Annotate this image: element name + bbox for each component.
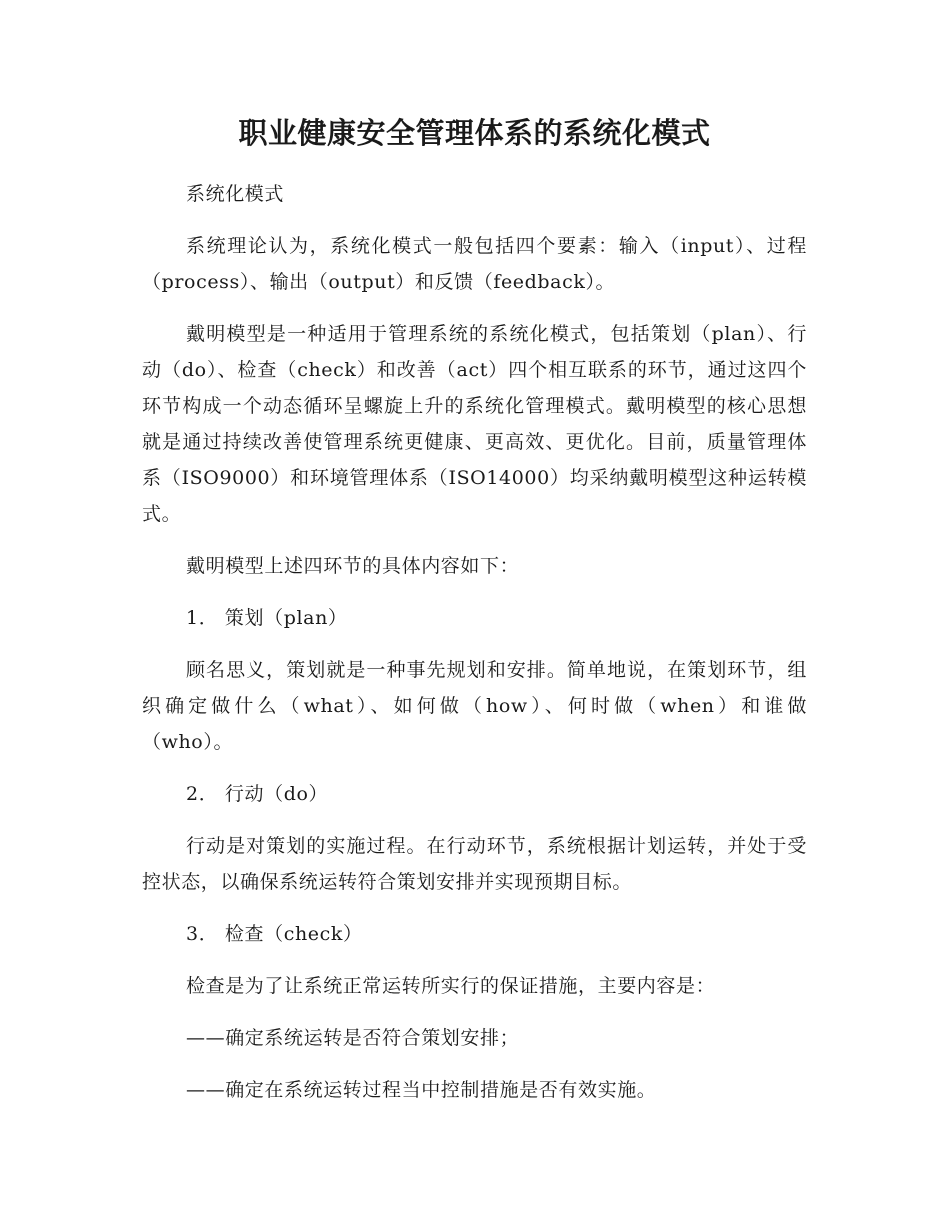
body-paragraph: 系统理论认为，系统化模式一般包括四个要素：输入（input）、过程（process）、输出（output）和反馈（feedback）。 — [142, 235, 807, 293]
dash-list-item: ——确定在系统运转过程当中控制措施是否有效实施。 — [186, 1079, 657, 1101]
document-body — [142, 108, 807, 1124]
dash-list-item: ——确定系统运转是否符合策划安排； — [186, 1027, 520, 1049]
body-paragraph: 检查是为了让系统正常运转所实行的保证措施，主要内容是： — [186, 975, 716, 997]
document-title: 职业健康安全管理体系的系统化模式 — [238, 116, 711, 150]
body-paragraph: 行动是对策划的实施过程。在行动环节，系统根据计划运转，并处于受控状态，以确保系统运转符合策划安排并实现预期目标。 — [142, 835, 807, 893]
body-paragraph: 戴明模型上述四环节的具体内容如下： — [186, 555, 520, 577]
body-paragraph: 戴明模型是一种适用于管理系统的系统化模式，包括策划（plan）、行动（do）、检查（check）和改善（act）四个相互联系的环节，通过这四个环节构成一个动态循环呈螺旋上升的系统化管理模式。戴明模型的核心思想就是通过持续改善使管理系统更健康、更高效、更优化。目前，质量管理体系（ISO9000）和环境管理体系（ISO14000）均采纳戴明模型这种运转模式。 — [142, 323, 807, 525]
numbered-heading: 2． 行动（do） — [186, 783, 329, 805]
body-paragraph: 顾名思义，策划就是一种事先规划和安排。简单地说，在策划环节，组织确定做什么（what）、如何做（how）、何时做（when）和谁做（who）。 — [142, 659, 807, 753]
numbered-heading: 1． 策划（plan） — [186, 607, 348, 629]
section-heading: 系统化模式 — [186, 183, 285, 205]
numbered-heading: 3． 检查（check） — [186, 923, 363, 945]
